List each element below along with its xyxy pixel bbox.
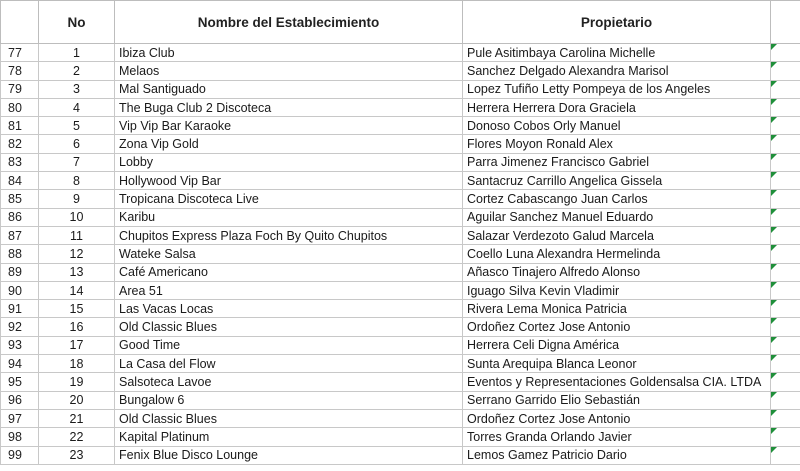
establishment-name-cell[interactable]: Kapital Platinum [115, 428, 463, 446]
empty-cell[interactable] [771, 428, 800, 446]
establishment-name-cell[interactable]: Wateke Salsa [115, 245, 463, 263]
row-number-cell[interactable]: 94 [1, 355, 39, 373]
row-number-cell[interactable]: 88 [1, 245, 39, 263]
error-indicator-icon [771, 282, 777, 288]
no-cell[interactable]: 22 [39, 428, 115, 446]
owner-cell[interactable]: Donoso Cobos Orly Manuel [463, 117, 771, 135]
row-number-cell[interactable]: 96 [1, 391, 39, 409]
no-cell[interactable]: 16 [39, 318, 115, 336]
error-indicator-icon [771, 300, 777, 306]
owner-cell[interactable]: Ordoñez Cortez Jose Antonio [463, 409, 771, 427]
empty-cell[interactable] [771, 226, 800, 244]
error-indicator-icon [771, 447, 777, 453]
row-number-cell[interactable]: 97 [1, 409, 39, 427]
owner-cell[interactable]: Serrano Garrido Elio Sebastián [463, 391, 771, 409]
row-number-cell[interactable]: 91 [1, 300, 39, 318]
no-cell[interactable]: 19 [39, 373, 115, 391]
error-indicator-icon [771, 99, 777, 105]
owner-cell[interactable]: Santacruz Carrillo Angelica Gissela [463, 172, 771, 190]
no-cell[interactable]: 11 [39, 226, 115, 244]
establishment-name-cell[interactable]: Area 51 [115, 281, 463, 299]
table-row [1, 391, 800, 409]
error-indicator-icon [771, 190, 777, 196]
establishment-name-cell[interactable]: Old Classic Blues [115, 409, 463, 427]
owner-cell[interactable]: Herrera Herrera Dora Graciela [463, 98, 771, 116]
error-indicator-icon [771, 227, 777, 233]
empty-cell[interactable] [771, 190, 800, 208]
table-row [1, 409, 800, 427]
error-indicator-icon [771, 245, 777, 251]
table-row [1, 336, 800, 354]
row-number-cell[interactable]: 78 [1, 62, 39, 80]
establishment-name-cell[interactable]: Tropicana Discoteca Live [115, 190, 463, 208]
row-number-cell[interactable]: 90 [1, 281, 39, 299]
owner-cell[interactable]: Ordoñez Cortez Jose Antonio [463, 318, 771, 336]
owner-cell[interactable]: Iguago Silva Kevin Vladimir [463, 281, 771, 299]
no-cell[interactable]: 12 [39, 245, 115, 263]
error-indicator-icon [771, 44, 777, 50]
table-row [1, 190, 800, 208]
establishment-name-cell[interactable]: Fenix Blue Disco Lounge [115, 446, 463, 464]
row-number-cell[interactable]: 86 [1, 208, 39, 226]
error-indicator-icon [771, 264, 777, 270]
table-row [1, 98, 800, 116]
empty-cell[interactable] [771, 80, 800, 98]
column-header-establishment-name[interactable]: Nombre del Establecimiento [115, 1, 463, 44]
error-indicator-icon [771, 62, 777, 68]
empty-cell[interactable] [771, 172, 800, 190]
row-number-cell[interactable]: 98 [1, 428, 39, 446]
no-cell[interactable]: 13 [39, 263, 115, 281]
no-cell[interactable]: 1 [39, 44, 115, 62]
owner-cell[interactable]: Pule Asitimbaya Carolina Michelle [463, 44, 771, 62]
table-row [1, 172, 800, 190]
error-indicator-icon [771, 117, 777, 123]
no-cell[interactable]: 2 [39, 62, 115, 80]
error-indicator-icon [771, 135, 777, 141]
row-number-cell[interactable]: 77 [1, 44, 39, 62]
table-row [1, 446, 800, 464]
no-cell[interactable]: 23 [39, 446, 115, 464]
empty-cell[interactable] [771, 446, 800, 464]
empty-cell[interactable] [771, 135, 800, 153]
owner-cell[interactable]: Flores Moyon Ronald Alex [463, 135, 771, 153]
empty-cell[interactable] [771, 318, 800, 336]
owner-cell[interactable]: Lopez Tufiño Letty Pompeya de los Angeles [463, 80, 771, 98]
table-row [1, 428, 800, 446]
row-number-cell[interactable]: 84 [1, 172, 39, 190]
empty-cell[interactable] [771, 153, 800, 171]
header-row [1, 1, 800, 44]
no-cell[interactable]: 3 [39, 80, 115, 98]
row-number-cell[interactable]: 85 [1, 190, 39, 208]
row-header-corner[interactable] [1, 1, 39, 44]
error-indicator-icon [771, 172, 777, 178]
establishment-name-cell[interactable]: Melaos [115, 62, 463, 80]
empty-cell[interactable] [771, 117, 800, 135]
no-cell[interactable]: 20 [39, 391, 115, 409]
owner-cell[interactable]: Añasco Tinajero Alfredo Alonso [463, 263, 771, 281]
table-row [1, 318, 800, 336]
establishment-name-cell[interactable]: Hollywood Vip Bar [115, 172, 463, 190]
no-cell[interactable]: 9 [39, 190, 115, 208]
table-row [1, 62, 800, 80]
row-number-cell[interactable]: 89 [1, 263, 39, 281]
owner-cell[interactable]: Sanchez Delgado Alexandra Marisol [463, 62, 771, 80]
table-row [1, 355, 800, 373]
no-cell[interactable]: 6 [39, 135, 115, 153]
owner-cell[interactable]: Eventos y Representaciones Goldensalsa CIA. LTDA [463, 373, 771, 391]
establishment-name-cell[interactable]: Chupitos Express Plaza Foch By Quito Chupitos [115, 226, 463, 244]
table-row [1, 153, 800, 171]
error-indicator-icon [771, 428, 777, 434]
owner-cell[interactable]: Coello Luna Alexandra Hermelinda [463, 245, 771, 263]
table-row [1, 135, 800, 153]
row-number-cell[interactable]: 92 [1, 318, 39, 336]
empty-cell[interactable] [771, 245, 800, 263]
row-number-cell[interactable]: 87 [1, 226, 39, 244]
establishment-name-cell[interactable]: Good Time [115, 336, 463, 354]
no-cell[interactable]: 7 [39, 153, 115, 171]
no-cell[interactable]: 4 [39, 98, 115, 116]
row-number-cell[interactable]: 79 [1, 80, 39, 98]
empty-cell[interactable] [771, 44, 800, 62]
empty-cell[interactable] [771, 62, 800, 80]
empty-cell[interactable] [771, 281, 800, 299]
error-indicator-icon [771, 81, 777, 87]
table-row [1, 373, 800, 391]
empty-cell[interactable] [771, 355, 800, 373]
establishment-name-cell[interactable]: Karibu [115, 208, 463, 226]
owner-cell[interactable]: Parra Jimenez Francisco Gabriel [463, 153, 771, 171]
establishment-name-cell[interactable]: Zona Vip Gold [115, 135, 463, 153]
owner-cell[interactable]: Sunta Arequipa Blanca Leonor [463, 355, 771, 373]
row-number-cell[interactable]: 99 [1, 446, 39, 464]
table-row [1, 281, 800, 299]
no-cell[interactable]: 8 [39, 172, 115, 190]
row-number-cell[interactable]: 82 [1, 135, 39, 153]
column-header-owner[interactable]: Propietario [463, 1, 771, 44]
table-row [1, 245, 800, 263]
column-header-empty[interactable] [771, 1, 800, 44]
owner-cell[interactable]: Torres Granda Orlando Javier [463, 428, 771, 446]
empty-cell[interactable] [771, 98, 800, 116]
owner-cell[interactable]: Cortez Cabascango Juan Carlos [463, 190, 771, 208]
row-number-cell[interactable]: 93 [1, 336, 39, 354]
empty-cell[interactable] [771, 409, 800, 427]
error-indicator-icon [771, 209, 777, 215]
establishment-name-cell[interactable]: Old Classic Blues [115, 318, 463, 336]
row-number-cell[interactable]: 80 [1, 98, 39, 116]
empty-cell[interactable] [771, 391, 800, 409]
column-header-no[interactable]: No [39, 1, 115, 44]
table-row [1, 226, 800, 244]
empty-cell[interactable] [771, 373, 800, 391]
establishment-name-cell[interactable]: La Casa del Flow [115, 355, 463, 373]
no-cell[interactable]: 18 [39, 355, 115, 373]
establishment-name-cell[interactable]: Bungalow 6 [115, 391, 463, 409]
table-row [1, 44, 800, 62]
no-cell[interactable]: 14 [39, 281, 115, 299]
table-row [1, 300, 800, 318]
empty-cell[interactable] [771, 208, 800, 226]
error-indicator-icon [771, 392, 777, 398]
empty-cell[interactable] [771, 336, 800, 354]
establishment-name-cell[interactable]: Mal Santiguado [115, 80, 463, 98]
owner-cell[interactable]: Lemos Gamez Patricio Dario [463, 446, 771, 464]
table-row [1, 80, 800, 98]
no-cell[interactable]: 17 [39, 336, 115, 354]
row-number-cell[interactable]: 83 [1, 153, 39, 171]
table-row [1, 117, 800, 135]
establishment-name-cell[interactable]: Vip Vip Bar Karaoke [115, 117, 463, 135]
error-indicator-icon [771, 318, 777, 324]
row-number-cell[interactable]: 95 [1, 373, 39, 391]
empty-cell[interactable] [771, 300, 800, 318]
establishment-name-cell[interactable]: The Buga Club 2 Discoteca [115, 98, 463, 116]
establishment-name-cell[interactable]: Salsoteca Lavoe [115, 373, 463, 391]
establishment-name-cell[interactable]: Las Vacas Locas [115, 300, 463, 318]
establishment-name-cell[interactable]: Ibiza Club [115, 44, 463, 62]
owner-cell[interactable]: Rivera Lema Monica Patricia [463, 300, 771, 318]
owner-cell[interactable]: Aguilar Sanchez Manuel Eduardo [463, 208, 771, 226]
error-indicator-icon [771, 410, 777, 416]
error-indicator-icon [771, 154, 777, 160]
owner-cell[interactable]: Salazar Verdezoto Galud Marcela [463, 226, 771, 244]
no-cell[interactable]: 5 [39, 117, 115, 135]
no-cell[interactable]: 10 [39, 208, 115, 226]
empty-cell[interactable] [771, 263, 800, 281]
establishment-name-cell[interactable]: Lobby [115, 153, 463, 171]
establishment-name-cell[interactable]: Café Americano [115, 263, 463, 281]
no-cell[interactable]: 21 [39, 409, 115, 427]
error-indicator-icon [771, 373, 777, 379]
row-number-cell[interactable]: 81 [1, 117, 39, 135]
error-indicator-icon [771, 337, 777, 343]
owner-cell[interactable]: Herrera Celi Digna América [463, 336, 771, 354]
error-indicator-icon [771, 355, 777, 361]
table-row [1, 208, 800, 226]
table-row [1, 263, 800, 281]
no-cell[interactable]: 15 [39, 300, 115, 318]
